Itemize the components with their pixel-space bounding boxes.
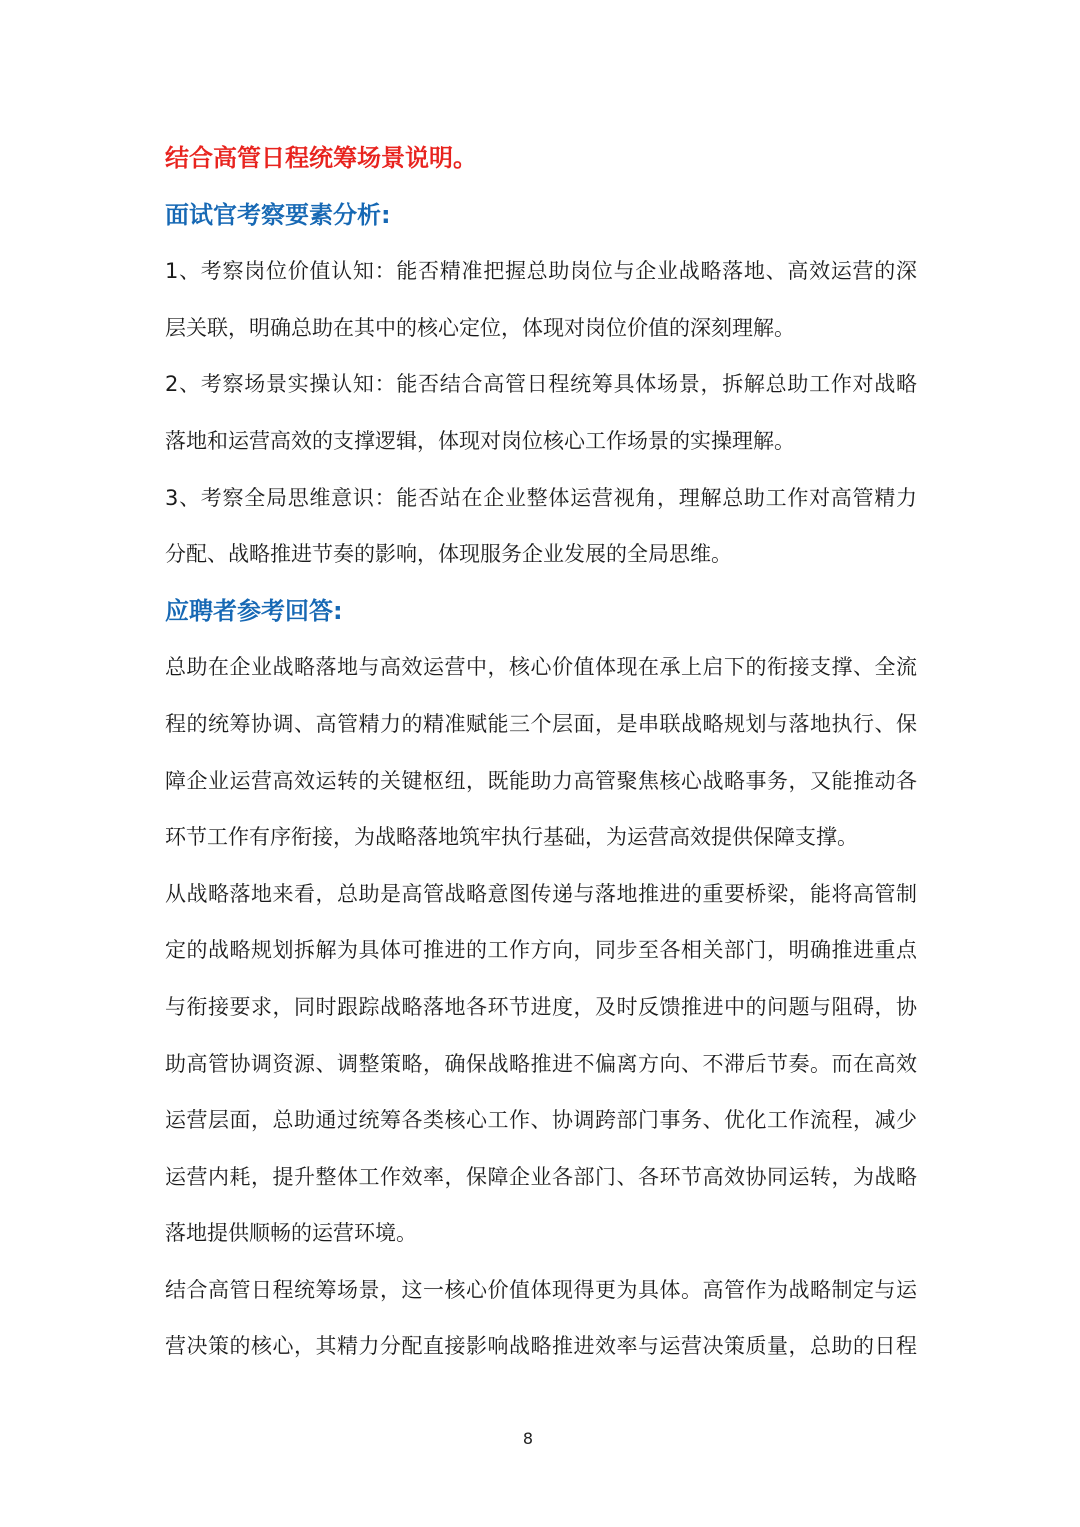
page-number: 8	[522, 1429, 534, 1448]
paragraph	[165, 1262, 917, 1375]
text-line: 程的统筹协调、高管精力的精准赋能三个层面，是串联战略规划与落地执行、保	[165, 711, 917, 736]
text-line: 3、考察全局思维意识：能否站在企业整体运营视角，理解总助工作对高管精力	[165, 485, 917, 510]
paragraph	[165, 866, 917, 1262]
section-heading: 面试官考察要素分析:	[165, 200, 391, 229]
text-line: 从战略落地来看，总助是高管战略意图传递与落地推进的重要桥梁，能将高管制	[165, 881, 917, 906]
text-line: 助高管协调资源、调整策略，确保战略推进不偏离方向、不滞后节奏。而在高效	[165, 1051, 917, 1076]
paragraph	[165, 243, 917, 356]
text-line: 运营层面，总助通过统筹各类核心工作、协调跨部门事务、优化工作流程，减少	[165, 1108, 917, 1133]
text-line: 定的战略规划拆解为具体可推进的工作方向，同步至各相关部门，明确推进重点	[165, 938, 917, 963]
document-title: 结合高管日程统筹场景说明。	[165, 144, 477, 172]
text-line: 营决策的核心，其精力分配直接影响战略推进效率与运营决策质量，总助的日程	[165, 1334, 917, 1359]
paragraph	[165, 639, 917, 865]
text-line: 落地和运营高效的支撑逻辑，体现对岗位核心工作场景的实操理解。	[165, 428, 795, 453]
document-body	[165, 130, 917, 1375]
text-line: 运营内耗，提升整体工作效率，保障企业各部门、各环节高效协同运转，为战略	[165, 1164, 917, 1189]
text-line: 环节工作有序衔接，为战略落地筑牢执行基础，为运营高效提供保障支撑。	[165, 825, 858, 850]
text-line: 障企业运营高效运转的关键枢纽，既能助力高管聚焦核心战略事务，又能推动各	[165, 768, 917, 793]
text-line: 结合高管日程统筹场景，这一核心价值体现得更为具体。高管作为战略制定与运	[165, 1277, 917, 1302]
paragraph	[165, 356, 917, 469]
section-interviewer-analysis	[165, 187, 917, 583]
paragraph	[165, 470, 917, 583]
text-line: 与衔接要求，同时跟踪战略落地各环节进度，及时反馈推进中的问题与阻碍，协	[165, 994, 917, 1019]
section-candidate-answer	[165, 583, 917, 1375]
text-line: 总助在企业战略落地与高效运营中，核心价值体现在承上启下的衔接支撑、全流	[165, 655, 917, 680]
text-line: 分配、战略推进节奏的影响，体现服务企业发展的全局思维。	[165, 542, 732, 567]
text-line: 1、考察岗位价值认知：能否精准把握总助岗位与企业战略落地、高效运营的深	[165, 259, 917, 284]
section-heading: 应聘者参考回答:	[165, 596, 343, 625]
text-line: 落地提供顺畅的运营环境。	[165, 1221, 417, 1246]
text-line: 层关联，明确总助在其中的核心定位，体现对岗位价值的深刻理解。	[165, 315, 795, 340]
text-line: 2、考察场景实操认知：能否结合高管日程统筹具体场景，拆解总助工作对战略	[165, 372, 917, 397]
